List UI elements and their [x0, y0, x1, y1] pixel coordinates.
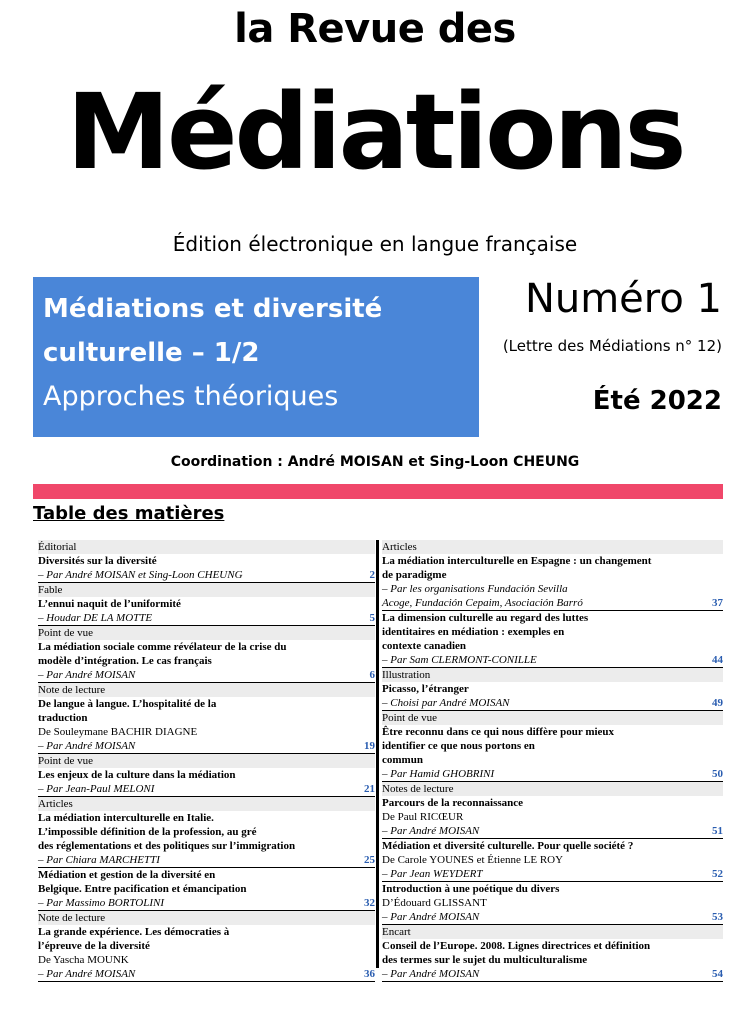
- toc-entry[interactable]: [382, 540, 723, 611]
- toc-author: – Houdar DE LA MOTTE: [38, 612, 153, 624]
- toc-author: Acoge, Fundación Cepaim, Asociación Barró: [382, 597, 583, 609]
- toc-category: Point de vue: [38, 626, 375, 640]
- toc-entry[interactable]: [382, 711, 723, 782]
- toc-article-title: La médiation interculturelle en Espagne : un changement: [382, 555, 652, 567]
- toc-author: – Par André MOISAN: [382, 968, 480, 980]
- toc-entry[interactable]: [382, 839, 723, 882]
- masthead-title: Médiations: [66, 71, 684, 193]
- toc-article-title: Introduction à une poétique du divers: [382, 883, 560, 895]
- toc-article-title: La dimension culturelle au regard des luttes: [382, 612, 589, 624]
- toc-category: Point de vue: [38, 754, 375, 768]
- toc-entry[interactable]: [382, 611, 723, 668]
- toc-page-number[interactable]: 49: [712, 697, 723, 709]
- toc-page-number[interactable]: 50: [712, 768, 723, 780]
- toc-entry[interactable]: [382, 882, 723, 925]
- toc-book-author: De Paul RICŒUR: [382, 811, 464, 823]
- toc-entry[interactable]: [382, 925, 723, 982]
- toc-author: – Par Massimo BORTOLINI: [38, 897, 165, 909]
- toc-author: – Par André MOISAN: [38, 740, 136, 752]
- toc-page-number[interactable]: 32: [364, 897, 375, 909]
- toc-article-title: Parcours de la reconnaissance: [382, 797, 524, 809]
- toc-article-title: La grande expérience. Les démocraties à: [38, 926, 230, 938]
- toc-article-title: identifier ce que nous portons en: [382, 740, 535, 752]
- toc-article-title: Conseil de l’Europe. 2008. Lignes directrices et définition: [382, 940, 651, 952]
- toc-column-divider: [376, 540, 379, 968]
- toc-author-line: [38, 853, 375, 867]
- toc-entry[interactable]: [38, 626, 375, 683]
- toc-author-line: [38, 967, 375, 981]
- toc-author-line: [38, 611, 375, 625]
- toc-author: – Par Jean-Paul MELONI: [38, 783, 155, 795]
- toc-page-number[interactable]: 54: [712, 968, 723, 980]
- toc-entry[interactable]: [38, 911, 375, 982]
- toc-author: – Choisi par André MOISAN: [382, 697, 510, 709]
- coordination: Coordination : André MOISAN et Sing-Loon CHEUNG: [170, 454, 580, 470]
- toc-author-line: [38, 782, 375, 796]
- toc-author-line: [382, 910, 723, 924]
- toc-article-title: De langue à langue. L’hospitalité de la: [38, 698, 217, 710]
- toc-entry[interactable]: [38, 868, 375, 911]
- toc-author-line: [382, 596, 723, 610]
- toc-author: – Par Sam CLERMONT-CONILLE: [382, 654, 537, 666]
- toc-article-title: Médiation et gestion de la diversité en: [38, 869, 216, 881]
- toc-category: Articles: [38, 797, 375, 811]
- toc-article-title: traduction: [38, 712, 88, 724]
- toc-page-number[interactable]: 44: [712, 654, 723, 666]
- toc-author: – Par les organisations Fundación Sevilla: [382, 583, 568, 595]
- toc-author-line: [382, 967, 723, 981]
- toc-category: Éditorial: [38, 540, 375, 554]
- toc-author: – Par André MOISAN: [382, 825, 480, 837]
- toc-author-line: [382, 767, 723, 781]
- toc-author: – Par Jean WEYDERT: [382, 868, 483, 880]
- toc-author: – Par André MOISAN: [38, 968, 136, 980]
- toc-category: Note de lecture: [38, 683, 375, 697]
- toc-author-line: [38, 668, 375, 682]
- issue-letter-ref: (Lettre des Médiations n° 12): [502, 337, 722, 355]
- toc-page-number[interactable]: 25: [364, 854, 375, 866]
- toc-article-title: des réglementations et des politiques sur l’immigration: [38, 840, 296, 852]
- toc-article-title: Belgique. Entre pacification et émancipation: [38, 883, 247, 895]
- toc-heading: Table des matières: [33, 503, 225, 524]
- toc-left-column: [38, 540, 375, 982]
- issue-number: Numéro 1: [524, 276, 722, 322]
- issue-season: Été 2022: [592, 386, 722, 416]
- toc-entry[interactable]: [382, 668, 723, 711]
- toc-article-title: La médiation interculturelle en Italie.: [38, 812, 214, 824]
- toc-entry[interactable]: [382, 782, 723, 839]
- toc-category: Note de lecture: [38, 911, 375, 925]
- toc-page-number[interactable]: 37: [712, 597, 723, 609]
- toc-author: – Par André MOISAN: [38, 669, 136, 681]
- toc-author-line: [38, 739, 375, 753]
- toc-article-title: modèle d’intégration. Le cas français: [38, 655, 212, 667]
- toc-entry[interactable]: [38, 797, 375, 868]
- toc-article-title: commun: [382, 754, 423, 766]
- toc-page-number[interactable]: 2: [369, 569, 375, 581]
- toc-category: Encart: [382, 925, 723, 939]
- toc-page-number[interactable]: 51: [712, 825, 723, 837]
- toc-author-line: [382, 653, 723, 667]
- toc-page-number[interactable]: 36: [364, 968, 375, 980]
- toc-author: – Par André MOISAN: [382, 911, 480, 923]
- toc-author-line: [382, 582, 723, 596]
- toc-category: Notes de lecture: [382, 782, 723, 796]
- toc-author: – Par Chiara MARCHETTI: [38, 854, 160, 866]
- toc-article-title: contexte canadien: [382, 640, 467, 652]
- toc-author-line: [382, 696, 723, 710]
- toc-author-line: [382, 824, 723, 838]
- toc-page-number[interactable]: 6: [369, 669, 375, 681]
- toc-entry[interactable]: [38, 683, 375, 754]
- toc-author-line: [38, 896, 375, 910]
- toc-entry[interactable]: [38, 583, 375, 626]
- toc-page-number[interactable]: 53: [712, 911, 723, 923]
- toc-article-title: des termes sur le sujet du multiculturalisme: [382, 954, 588, 966]
- toc-article-title: L’impossible définition de la profession, au gré: [38, 826, 257, 838]
- toc-author: – Par André MOISAN et Sing-Loon CHEUNG: [38, 569, 243, 581]
- toc-category: Point de vue: [382, 711, 723, 725]
- toc-book-author: De Carole YOUNES et Étienne LE ROY: [382, 854, 564, 866]
- toc-entry[interactable]: [38, 540, 375, 583]
- toc-book-author: De Souleymane BACHIR DIAGNE: [38, 726, 198, 738]
- toc-right-column: [382, 540, 723, 982]
- toc-article-title: identitaires en médiation : exemples en: [382, 626, 565, 638]
- toc-article-title: Diversités sur la diversité: [38, 555, 157, 567]
- divider-bar: [33, 484, 723, 499]
- toc-article-title: de paradigme: [382, 569, 447, 581]
- masthead-top: la Revue des: [234, 6, 516, 52]
- toc-author-line: [38, 568, 375, 582]
- toc-page-number[interactable]: 19: [364, 740, 375, 752]
- toc-category: Illustration: [382, 668, 723, 682]
- toc-category: Fable: [38, 583, 375, 597]
- toc-author: – Par Hamid GHOBRINI: [382, 768, 495, 780]
- toc-book-author: De Yascha MOUNK: [38, 954, 129, 966]
- toc-page-number[interactable]: 21: [364, 783, 375, 795]
- theme-box: [33, 277, 479, 437]
- toc-author-line: [382, 867, 723, 881]
- toc-article-title: Les enjeux de la culture dans la médiation: [38, 769, 236, 781]
- toc-book-author: D’Édouard GLISSANT: [382, 897, 487, 909]
- toc-article-title: l’épreuve de la diversité: [38, 940, 150, 952]
- edition-subtitle: Édition électronique en langue française: [172, 232, 578, 256]
- toc-category: Articles: [382, 540, 723, 554]
- toc-page-number[interactable]: 5: [369, 612, 375, 624]
- toc-article-title: Picasso, l’étranger: [382, 683, 469, 695]
- toc-entry[interactable]: [38, 754, 375, 797]
- theme-subtitle: Approches théoriques: [43, 381, 339, 412]
- toc-article-title: La médiation sociale comme révélateur de la crise du: [38, 641, 287, 653]
- toc-article-title: L’ennui naquit de l’uniformité: [38, 598, 181, 610]
- toc-article-title: Médiation et diversité culturelle. Pour quelle société ?: [382, 840, 634, 852]
- theme-title-line2: culturelle – 1/2: [43, 338, 260, 368]
- theme-title-line1: Médiations et diversité: [43, 294, 383, 324]
- toc-page-number[interactable]: 52: [712, 868, 723, 880]
- toc-article-title: Être reconnu dans ce qui nous diffère pour mieux: [382, 726, 615, 738]
